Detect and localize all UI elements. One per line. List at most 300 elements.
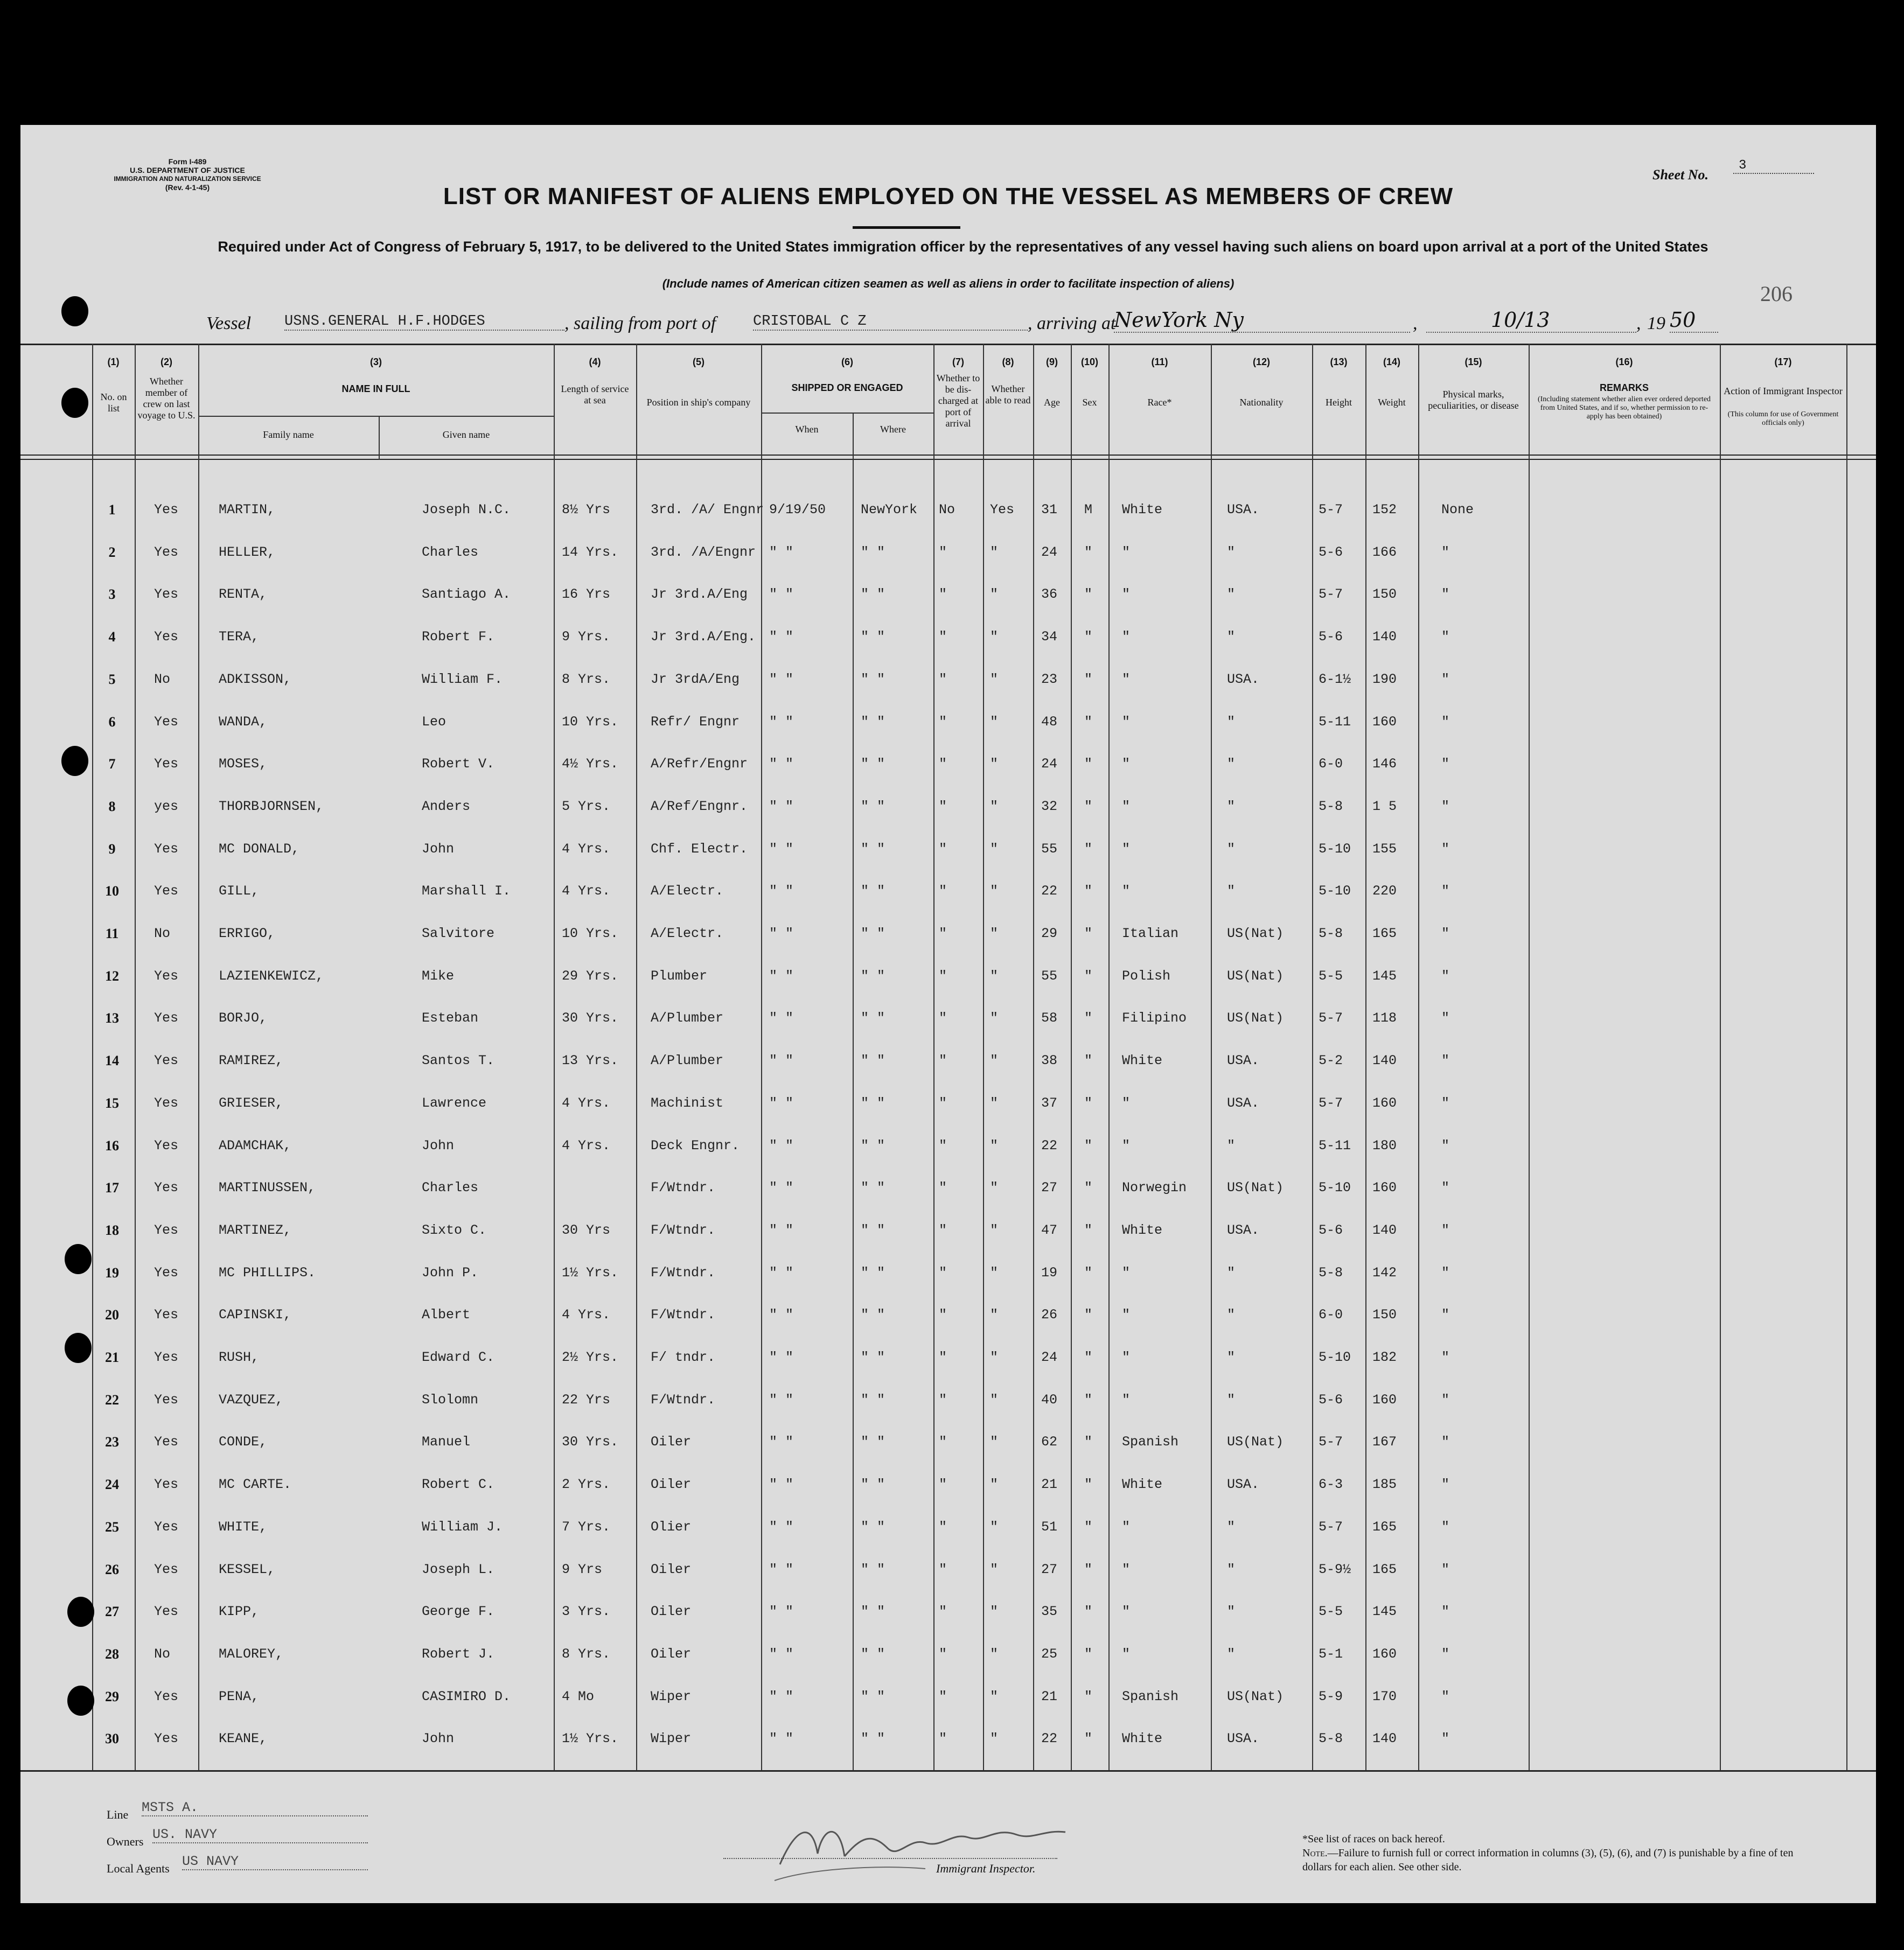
cell-when: " " [769, 1477, 794, 1493]
cell-family: KEANE, [219, 1731, 268, 1747]
cell-position: Olier [651, 1519, 692, 1535]
cell-when: " " [769, 756, 794, 772]
cell-marks: " [1441, 968, 1450, 984]
cell-when: " " [769, 1350, 794, 1365]
cell-when: " " [769, 1519, 794, 1535]
cell-where: NewYork [861, 502, 918, 518]
year-prefix: 19 [1647, 313, 1665, 333]
cell-nat: US(Nat) [1227, 968, 1284, 984]
cell-nat: US(Nat) [1227, 1180, 1284, 1196]
cell-read: " [990, 1519, 999, 1535]
cell-marks: " [1441, 883, 1450, 899]
cell-marks: " [1441, 798, 1450, 814]
cell-where: " " [861, 756, 885, 772]
col-subhead: When [795, 424, 819, 435]
cell-nat: " [1227, 1604, 1236, 1620]
cell-marks: " [1441, 1180, 1450, 1196]
cell-race: " [1122, 544, 1131, 560]
punch-hole [61, 746, 88, 776]
cell-given: Slolomn [422, 1392, 479, 1408]
cell-marks: " [1441, 1434, 1450, 1450]
cell-service: 2½ Yrs. [562, 1350, 619, 1365]
cell-given: Santos T. [422, 1053, 495, 1069]
col-head: Height [1326, 397, 1352, 408]
cell-weight: 140 [1372, 629, 1397, 645]
cell-when: " " [769, 1222, 794, 1238]
cell-where: " " [861, 841, 885, 857]
cell-race: " [1122, 1604, 1131, 1620]
cell-age: 25 [1041, 1646, 1058, 1662]
col-head: Physical marks, peculiarities, or disease [1428, 389, 1519, 411]
cell-nat: " [1227, 1307, 1236, 1323]
cell-age: 37 [1041, 1095, 1058, 1111]
cell-given: Charles [422, 544, 479, 560]
header-bottom-rule [20, 455, 1876, 456]
cell-family: WANDA, [219, 714, 268, 730]
cell-age: 19 [1041, 1264, 1058, 1281]
inspector-label: Immigrant Inspector. [936, 1862, 1036, 1875]
cell-where: " " [861, 586, 885, 603]
cell-height: 6-1½ [1319, 671, 1351, 687]
col-num: (11) [1151, 357, 1168, 367]
cell-family: TERA, [219, 629, 260, 645]
row-number: 9 [108, 841, 116, 857]
sailing-label: , sailing from port of [564, 313, 716, 333]
cell-sex: " [1084, 798, 1093, 814]
cell-race: White [1122, 502, 1163, 518]
row-number: 4 [108, 629, 116, 645]
cell-marks: " [1441, 671, 1450, 687]
cell-height: 5-7 [1319, 1434, 1343, 1450]
col-head: SHIPPED OR ENGAGED [791, 382, 903, 393]
punch-hole [61, 296, 88, 326]
col-rule [554, 344, 555, 1771]
cell-last: Yes [154, 1477, 179, 1493]
cell-sex: " [1084, 1053, 1093, 1069]
cell-position: A/Plumber [651, 1010, 724, 1026]
cell-marks: " [1441, 544, 1450, 560]
vessel-name: USNS.GENERAL H.F.HODGES [284, 313, 564, 331]
cell-position: F/Wtndr. [651, 1264, 716, 1281]
cell-given: Sixto C. [422, 1222, 487, 1238]
cell-service: 16 Yrs [562, 586, 611, 603]
cell-given: Manuel [422, 1434, 471, 1450]
cell-nat: " [1227, 1392, 1236, 1408]
cell-service: 10 Yrs. [562, 926, 619, 941]
cell-service: 7 Yrs. [562, 1519, 611, 1535]
cell-nat: USA. [1227, 1095, 1260, 1111]
cell-read: " [990, 1222, 999, 1238]
cell-marks: " [1441, 1137, 1450, 1154]
cell-sex: " [1084, 629, 1093, 645]
cell-service: 1½ Yrs. [562, 1731, 619, 1747]
col-head: Length of service at sea [561, 383, 629, 406]
col-num: (7) [952, 357, 964, 367]
cell-family: KESSEL, [219, 1561, 276, 1577]
port-from: CRISTOBAL C Z [753, 313, 1028, 331]
cell-family: MOSES, [219, 756, 268, 772]
col-num: (14) [1383, 357, 1400, 367]
cell-family: MC PHILLIPS. [219, 1264, 316, 1281]
cell-service: 4 Yrs. [562, 841, 611, 857]
row-number: 24 [105, 1477, 119, 1493]
punch-hole [67, 1686, 94, 1716]
cell-nat: " [1227, 883, 1236, 899]
cell-service: 10 Yrs. [562, 714, 619, 730]
cell-read: " [990, 1561, 999, 1577]
col-rule [135, 344, 136, 1771]
cell-discharged: " [939, 629, 947, 645]
cell-where: " " [861, 1731, 885, 1747]
include-note: (Include names of American citizen seamen as well as aliens in order to facilitate inspection of aliens) [662, 277, 1235, 290]
cell-race: Polish [1122, 968, 1171, 984]
cell-discharged: " [939, 926, 947, 941]
cell-marks: " [1441, 756, 1450, 772]
cell-nat: " [1227, 1561, 1236, 1577]
cell-service: 4 Yrs. [562, 883, 611, 899]
cell-race: Spanish [1122, 1434, 1179, 1450]
cell-nat: " [1227, 714, 1236, 730]
cell-age: 24 [1041, 1350, 1058, 1365]
cell-age: 21 [1041, 1477, 1058, 1493]
cell-read: " [990, 586, 999, 603]
cell-given: John P. [422, 1264, 479, 1281]
col-head: Whether able to read [985, 383, 1031, 406]
table-top-rule [20, 344, 1876, 345]
cell-given: Robert F. [422, 629, 495, 645]
col-num: (6) [841, 357, 853, 367]
col-num: (3) [370, 357, 382, 367]
cell-position: Jr 3rd.A/Eng [651, 586, 748, 603]
cell-when: " " [769, 671, 794, 687]
cell-discharged: " [939, 1731, 947, 1747]
cell-discharged: " [939, 671, 947, 687]
cell-weight: 146 [1372, 756, 1397, 772]
cell-height: 5-8 [1319, 1731, 1343, 1747]
cell-height: 5-8 [1319, 798, 1343, 814]
cell-given: Marshall I. [422, 883, 511, 899]
cell-discharged: No [939, 502, 956, 518]
col-head: Whether to be dis-charged at port of arrival [936, 373, 980, 429]
cell-height: 5-7 [1319, 1095, 1343, 1111]
cell-sex: " [1084, 883, 1093, 899]
cell-nat: " [1227, 1646, 1236, 1662]
cell-discharged: " [939, 798, 947, 814]
cell-sex: " [1084, 1307, 1093, 1323]
cell-position: Oiler [651, 1434, 692, 1450]
cell-marks: None [1441, 502, 1474, 518]
cell-age: 55 [1041, 968, 1058, 984]
cell-read: " [990, 671, 999, 687]
cell-given: Esteban [422, 1010, 479, 1026]
cell-last: Yes [154, 544, 179, 560]
cell-family: MARTINUSSEN, [219, 1180, 316, 1196]
manifest-sheet: Form I-489 U.S. DEPARTMENT OF JUSTICE IMMIGRATION AND NATURALIZATION SERVICE (Rev. 4-1-45) Sheet No. 3 LIST OR MANIFEST OF ALIENS EMPLOYED ON THE VESSEL AS MEMBERS OF CREW Required under Act of Congress of February 5, 1917, to be delivered to the United States immigration officer by the representatives of any vessel having such aliens on board upon arrival at a port of the United States (Include names of American citizen seamen as well as aliens in order to facilitate inspection of aliens) 206 Vessel USNS.GENERAL H.F.HODGES , sailing from port of CRISTOBAL C Z , arriving at NewYork Ny , 10/13 , 19 50 (1) (2) (3) (4) (5) (6) (7) (8) (9) (10) (11) (12) (13) (14) (15) (16) (17) No. on list Whether member of crew on last voyage to U.S. NAME IN FULL Family name Given name Length of service at sea Position in ship's company SHIPPED OR ENGAGED When Where Whether to be dis-charged at port of arrival Whether able to read Age Sex Race* Nationality Height Weight Physical marks, peculiarities, or disease REMARKS (Including statement whether alien ever ordered deported from United States, and if so, whether permission to re-apply has been obtained) Action of Immigrant Inspector (This column for use of Government officials only) 1 Yes MARTIN, Joseph N.C. 8½ Yrs 3rd. /A/ Engnr 9/19/50 NewYork No Yes 31 M White USA. 5-7 152 None 2 Yes HELLER, Charles 14 Yrs. 3rd. /A/Engnr " " " " " " 24 " " " 5-6 166 " 3 Yes RENTA, Santiago A. 16 Yrs Jr 3rd.A/Eng " " " " " " 36 " " " 5-7 150 " 4 Yes TERA, Robert F. 9 Yrs. Jr 3rd.A/Eng. " " " " " " 34 " " " 5-6 140 " 5 No ADKISSON, William F. 8 Yrs. Jr 3rdA/Eng " " " " " " 23 " " USA. 6-1½ 190 " 6 Yes WANDA, Leo 10 Yrs. Refr/ Engnr " " " " " " 48 " " " 5-11 160 " 7 Yes MOSES, Robert V. 4½ Yrs. A/Refr/Engnr " " " " " " 24 " " " 6-0 146 " 8 yes THORBJORNSEN, Anders 5 Yrs. A/Ref/Engnr. " " " " " " 32 " " " 5-8 1 5 " 9 Yes MC DONALD, John 4 Yrs. Chf. Electr. " " " " " " 55 " " " 5-10 155 " 10 Yes GILL, Marshall I. 4 Yrs. A/Electr. " " " " " " 22 " " " 5-10 220 " 11 No ERRIGO, Salvitore 10 Yrs. A/Electr. " " " " " " 29 " Italian US(Nat) 5-8 165 " 12 Yes LAZIENKEWICZ, Mike 29 Yrs. Plumber " " " " " " 55 " Polish US(Nat) 5-5 145 " 13 Yes BORJO, Esteban 30 Yrs. A/Plumber " " " " " " 58 " Filipino US(Nat) 5-7 118 " 14 Yes RAMIREZ, Santos T. 13 Yrs. A/Plumber " " " " " " 38 " White USA. 5-2 140 " 15 Yes GRIESER, Lawrence 4 Yrs. Machinist " " " " " " 37 " " USA. 5-7 160 " 16 Yes ADAMCHAK, John 4 Yrs. Deck Engnr. " " " " " " 22 " " " 5-11 180 " 17 Yes MARTINUSSEN, Charles F/Wtndr. " " " " " " 27 " Norwegin US(Nat) 5-10 160 " 18 Yes MARTINEZ, Sixto C. 30 Yrs F/Wtndr. " " " " " " 47 " White USA. 5-6 140 " 19 Yes MC PHILLIPS. John P. 1½ Yrs. F/Wtndr. " " " " " " 19 " " " 5-8 142 " 20 Yes CAPINSKI, Albert 4 Yrs. F/Wtndr. " " " " " " 26 " " " 6-0 150 " 21 Yes RUSH, Edward C. 2½ Yrs. F/ tndr. " " " " " " 24 " " " 5-10 182 " 22 Yes VAZQUEZ, Slolomn 22 Yrs F/Wtndr. " " " " " " 40 " " " 5-6 160 " 23 Yes CONDE, Manuel 30 Yrs. Oiler " " " " " " 62 " Spanish US(Nat) 5-7 167 " 24 Yes MC CARTE. Robert C. 2 Yrs. Oiler " " " " " " 21 " White USA. 6-3 185 " 25 Yes WHITE, William J. 7 Yrs. Olier " " " " " " 51 " " " 5-7 165 " 26 Yes KESSEL, Joseph L. 9 Yrs Oiler " " " " " " 27 " " " 5-9½ 165 " 27 Yes KIPP, George F. 3 Yrs. Oiler " " " " " " 35 " " " 5-5 145 " 28 No MALOREY, Robert J. 8 Yrs. Oiler " " " " " " 25 " " " 5-1 160 " 29 Yes PENA, CASIMIRO D. 4 Mo Wiper " " " " " " 21 " Spanish US(Nat) 5-9 170 " 30 Yes KEANE, John 1½ Yrs. Wiper " " " " " " 22 " White USA. 5-8 140 " Line MSTS A. Owners US. NAVY Local Agents US NAVY Immigrant Inspector. *See list of races on back hereof. Note.—Failure to furnish full or correct information in columns (3), (5), (6), and (7) is punishable by a fine of ten dollars for each alien. See other side. [20, 125, 1876, 1903]
cell-position: Wiper [651, 1688, 692, 1704]
col-num: (12) [1252, 357, 1270, 367]
col-subnote: (Including statement whether alien ever ordered deported from United States, and if so, whether permission to re-apply has been obtained) [1537, 395, 1711, 421]
cell-age: 51 [1041, 1519, 1058, 1535]
line-value: MSTS A. [142, 1800, 368, 1816]
cell-when: " " [769, 1561, 794, 1577]
cell-marks: " [1441, 1731, 1450, 1747]
col-rule [1108, 344, 1110, 1771]
port-to: NewYork Ny [1114, 308, 1410, 333]
cell-given: CASIMIRO D. [422, 1688, 511, 1704]
cell-age: 48 [1041, 714, 1058, 730]
col-subnote: (This column for use of Government officials only) [1727, 410, 1839, 427]
cell-nat: USA. [1227, 1477, 1260, 1493]
cell-read: " [990, 714, 999, 730]
cell-last: Yes [154, 968, 179, 984]
cell-when: " " [769, 1307, 794, 1323]
cell-nat: US(Nat) [1227, 1434, 1284, 1450]
col-head: Race* [1147, 397, 1172, 408]
cell-weight: 160 [1372, 1095, 1397, 1111]
cell-discharged: " [939, 1477, 947, 1493]
cell-nat: USA. [1227, 502, 1260, 518]
cell-where: " " [861, 1434, 885, 1450]
cell-read: " [990, 1053, 999, 1069]
cell-position: Oiler [651, 1561, 692, 1577]
cell-given: Santiago A. [422, 586, 511, 603]
cell-where: " " [861, 1222, 885, 1238]
cell-marks: " [1441, 629, 1450, 645]
cell-height: 5-10 [1319, 883, 1351, 899]
cell-nat: " [1227, 798, 1236, 814]
cell-service: 4 Mo [562, 1688, 595, 1704]
col-head: Age [1044, 397, 1060, 408]
cell-service: 8 Yrs. [562, 671, 611, 687]
col-rule [1846, 344, 1847, 1771]
cell-weight: 160 [1372, 1180, 1397, 1196]
cell-position: Oiler [651, 1477, 692, 1493]
cell-weight: 160 [1372, 1392, 1397, 1408]
cell-when: " " [769, 1095, 794, 1111]
cell-family: MC CARTE. [219, 1477, 292, 1493]
cell-sex: " [1084, 1434, 1093, 1450]
cell-last: Yes [154, 1180, 179, 1196]
cell-weight: 118 [1372, 1010, 1397, 1026]
cell-service: 4 Yrs. [562, 1307, 611, 1323]
cell-age: 58 [1041, 1010, 1058, 1026]
row-number: 11 [105, 926, 119, 941]
col-rule [1312, 344, 1313, 1771]
cell-discharged: " [939, 714, 947, 730]
header-bottom-rule-2 [20, 459, 1876, 460]
cell-marks: " [1441, 1222, 1450, 1238]
cell-given: Salvitore [422, 926, 495, 941]
cell-family: VAZQUEZ, [219, 1392, 284, 1408]
col-head: REMARKS [1599, 382, 1649, 393]
cell-where: " " [861, 629, 885, 645]
col-head: No. on list [100, 392, 127, 414]
cell-marks: " [1441, 841, 1450, 857]
cell-height: 5-2 [1319, 1053, 1343, 1069]
cell-discharged: " [939, 1010, 947, 1026]
cell-age: 22 [1041, 1731, 1058, 1747]
cell-read: " [990, 1010, 999, 1026]
cell-family: MALOREY, [219, 1646, 284, 1662]
col-num: (9) [1046, 357, 1058, 367]
cell-last: Yes [154, 1095, 179, 1111]
cell-race: Norwegin [1122, 1180, 1187, 1196]
cell-age: 24 [1041, 544, 1058, 560]
cell-service: 4½ Yrs. [562, 756, 619, 772]
col-num: (15) [1464, 357, 1482, 367]
owners-value: US. NAVY [152, 1827, 368, 1843]
cell-where: " " [861, 714, 885, 730]
cell-sex: " [1084, 1646, 1093, 1662]
row-number: 29 [105, 1688, 119, 1704]
form-line: IMMIGRATION AND NATURALIZATION SERVICE [114, 175, 261, 183]
cell-where: " " [861, 1604, 885, 1620]
cell-last: Yes [154, 1688, 179, 1704]
cell-given: Lawrence [422, 1095, 487, 1111]
cell-discharged: " [939, 1561, 947, 1577]
cell-weight: 140 [1372, 1222, 1397, 1238]
col-num: (8) [1002, 357, 1014, 367]
cell-sex: " [1084, 544, 1093, 560]
name-sub-rule [198, 416, 554, 417]
cell-where: " " [861, 1350, 885, 1365]
cell-sex: " [1084, 1264, 1093, 1281]
cell-when: " " [769, 1053, 794, 1069]
cell-marks: " [1441, 1264, 1450, 1281]
cell-age: 47 [1041, 1222, 1058, 1238]
col-num: (17) [1774, 357, 1792, 367]
cell-service: 14 Yrs. [562, 544, 619, 560]
cell-height: 5-6 [1319, 544, 1343, 560]
cell-sex: M [1084, 502, 1093, 518]
cell-sex: " [1084, 1095, 1093, 1111]
cell-position: Oiler [651, 1646, 692, 1662]
cell-weight: 165 [1372, 1519, 1397, 1535]
cell-age: 23 [1041, 671, 1058, 687]
cell-age: 21 [1041, 1688, 1058, 1704]
row-number: 23 [105, 1434, 119, 1450]
cell-position: Oiler [651, 1604, 692, 1620]
cell-where: " " [861, 1688, 885, 1704]
cell-where: " " [861, 1264, 885, 1281]
cell-weight: 140 [1372, 1731, 1397, 1747]
cell-weight: 145 [1372, 968, 1397, 984]
row-number: 19 [105, 1264, 119, 1281]
cell-given: Robert J. [422, 1646, 495, 1662]
cell-age: 62 [1041, 1434, 1058, 1450]
col-rule [853, 413, 854, 1771]
cell-position: Refr/ Engnr [651, 714, 740, 730]
row-number: 17 [105, 1180, 119, 1196]
cell-race: Italian [1122, 926, 1179, 941]
cell-sex: " [1084, 926, 1093, 941]
cell-where: " " [861, 1180, 885, 1196]
cell-given: William J. [422, 1519, 503, 1535]
cell-nat: USA. [1227, 1222, 1260, 1238]
cell-last: Yes [154, 1604, 179, 1620]
cell-marks: " [1441, 1561, 1450, 1577]
cell-sex: " [1084, 1477, 1093, 1493]
cell-service: 5 Yrs. [562, 798, 611, 814]
cell-height: 6-0 [1319, 756, 1343, 772]
cell-race: " [1122, 841, 1131, 857]
cell-where: " " [861, 1561, 885, 1577]
cell-age: 55 [1041, 841, 1058, 857]
cell-read: " [990, 1688, 999, 1704]
cell-weight: 165 [1372, 926, 1397, 941]
cell-service: 9 Yrs. [562, 629, 611, 645]
cell-given: Joseph L. [422, 1561, 495, 1577]
cell-sex: " [1084, 586, 1093, 603]
col-head: Whether member of crew on last voyage to U.S. [137, 376, 196, 421]
col-head: Weight [1378, 397, 1406, 408]
cell-last: Yes [154, 756, 179, 772]
cell-height: 5-6 [1319, 1222, 1343, 1238]
cell-family: BORJO, [219, 1010, 268, 1026]
cell-race: " [1122, 1392, 1131, 1408]
cell-given: Leo [422, 714, 447, 730]
col-rule [933, 344, 934, 1771]
cell-read: " [990, 1264, 999, 1281]
cell-age: 22 [1041, 1137, 1058, 1154]
cell-weight: 160 [1372, 714, 1397, 730]
agents-label: Local Agents [107, 1862, 170, 1875]
cell-discharged: " [939, 1222, 947, 1238]
cell-last: Yes [154, 1222, 179, 1238]
shipped-sub-rule [761, 413, 933, 414]
cell-sex: " [1084, 756, 1093, 772]
cell-position: A/Plumber [651, 1053, 724, 1069]
cell-sex: " [1084, 714, 1093, 730]
note-text: —Failure to furnish full or correct information in columns (3), (5), (6), and (7) is punishable by a fine of ten dollars for each alien. See other side. [1302, 1847, 1794, 1873]
cell-family: GILL, [219, 883, 260, 899]
row-number: 6 [108, 714, 116, 730]
cell-service: 2 Yrs. [562, 1477, 611, 1493]
row-number: 5 [108, 671, 116, 687]
cell-weight: 165 [1372, 1561, 1397, 1577]
cell-sex: " [1084, 841, 1093, 857]
cell-discharged: " [939, 1264, 947, 1281]
cell-nat: " [1227, 544, 1236, 560]
cell-where: " " [861, 1519, 885, 1535]
page-title: LIST OR MANIFEST OF ALIENS EMPLOYED ON THE VESSEL AS MEMBERS OF CREW [443, 183, 1454, 209]
cell-last: Yes [154, 883, 179, 899]
cell-last: No [154, 671, 171, 687]
cell-service: 8 Yrs. [562, 1646, 611, 1662]
cell-where: " " [861, 544, 885, 560]
cell-family: CAPINSKI, [219, 1307, 292, 1323]
cell-race: White [1122, 1053, 1163, 1069]
cell-marks: " [1441, 1010, 1450, 1026]
col-head: Nationality [1239, 397, 1284, 408]
cell-discharged: " [939, 841, 947, 857]
cell-weight: 160 [1372, 1646, 1397, 1662]
cell-given: John [422, 1731, 455, 1747]
cell-when: " " [769, 1688, 794, 1704]
cell-family: PENA, [219, 1688, 260, 1704]
cell-family: KIPP, [219, 1604, 260, 1620]
col-head: Sex [1082, 397, 1097, 408]
cell-family: RAMIREZ, [219, 1053, 284, 1069]
col-num: (10) [1080, 357, 1098, 367]
cell-nat: USA. [1227, 1731, 1260, 1747]
cell-weight: 166 [1372, 544, 1397, 560]
cell-height: 5-5 [1319, 968, 1343, 984]
cell-height: 5-7 [1319, 586, 1343, 603]
cell-nat: " [1227, 756, 1236, 772]
cell-discharged: " [939, 883, 947, 899]
col-rule [1033, 344, 1034, 1771]
